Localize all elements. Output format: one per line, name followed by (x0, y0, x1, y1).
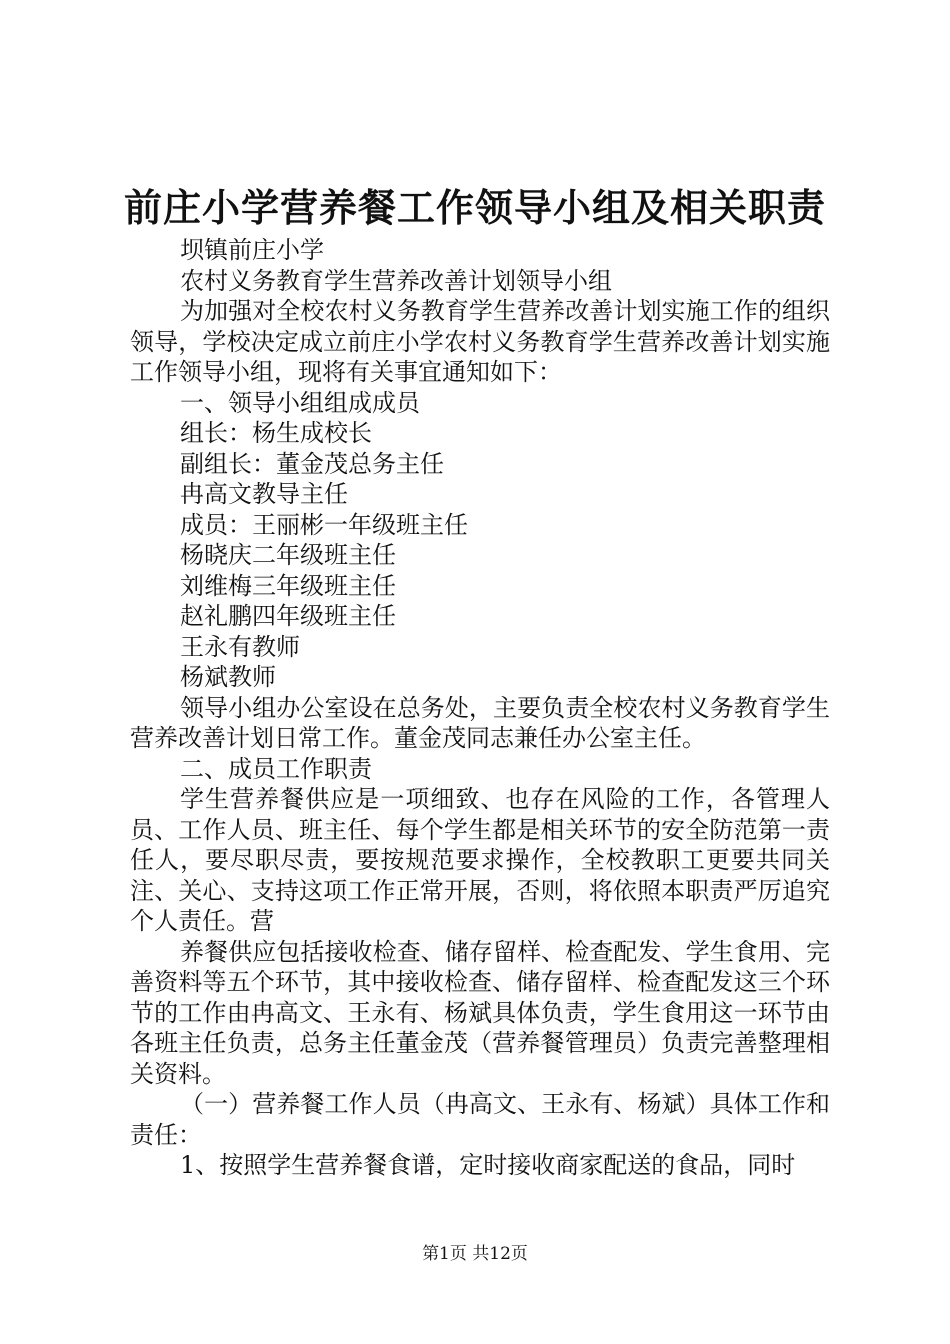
paragraph-office: 领导小组办公室设在总务处，主要负责全校农村义务教育学生营养改善计划日常工作。董金茂同志兼任办公室主任。 (130, 693, 830, 752)
paragraph-group-name: 农村义务教育学生营养改善计划领导小组 (180, 266, 612, 295)
paragraph-deputy-leader: 副组长：董金茂总务主任 (180, 449, 444, 478)
paragraph-member-6: 杨斌教师 (180, 663, 276, 691)
paragraph-member-1: 成员：王丽彬一年级班主任 (180, 510, 468, 539)
paragraph-school-name: 坝镇前庄小学 (180, 236, 324, 264)
section-heading-duties: 二、成员工作职责 (180, 754, 372, 783)
paragraph-member-4: 赵礼鹏四年级班主任 (180, 602, 396, 630)
paragraph-leader: 组长：杨生成校长 (180, 419, 372, 447)
paragraph-duties-intro: 学生营养餐供应是一项细致、也存在风险的工作，各管理人员、工作人员、班主任、每个学生都是相关环节的安全防范第一责任人，要尽职尽责，要按规范要求操作，全校教职工更要共同关注、关心、支持这项工作正常开展，否则，将依照本职责严厉追究个人责任。营 (130, 785, 830, 935)
list-item-1: 1、按照学生营养餐食谱，定时接收商家配送的食品，同时 (180, 1151, 796, 1179)
paragraph-deputy-leader-2: 冉高文教导主任 (180, 480, 348, 508)
document-body (130, 235, 830, 1181)
paragraph-member-2: 杨晓庆二年级班主任 (180, 541, 396, 569)
document-title: 前庄小学营养餐工作领导小组及相关职责 (123, 185, 826, 230)
paragraph-intro: 为加强对全校农村义务教育学生营养改善计划实施工作的组织领导，学校决定成立前庄小学农村义务教育学生营养改善计划实施工作领导小组，现将有关事宜通知如下： (130, 297, 830, 386)
paragraph-supply-process: 养餐供应包括接收检查、储存留样、检查配发、学生食用、完善资料等五个环节，其中接收检查、储存留样、检查配发这三个环节的工作由冉高文、王永有、杨斌具体负责，学生食用这一环节由各班主任负责，总务主任董金茂（营养餐管理员）负责完善整理相关资料。 (130, 937, 830, 1088)
section-heading-members: 一、领导小组组成成员 (180, 388, 420, 417)
paragraph-member-3: 刘维梅三年级班主任 (180, 571, 396, 600)
subsection-heading-staff: （一）营养餐工作人员（冉高文、王永有、杨斌）具体工作和责任： (130, 1090, 830, 1149)
paragraph-member-5: 王永有教师 (180, 632, 300, 661)
page-number: 第1页 共12页 (422, 1244, 528, 1264)
